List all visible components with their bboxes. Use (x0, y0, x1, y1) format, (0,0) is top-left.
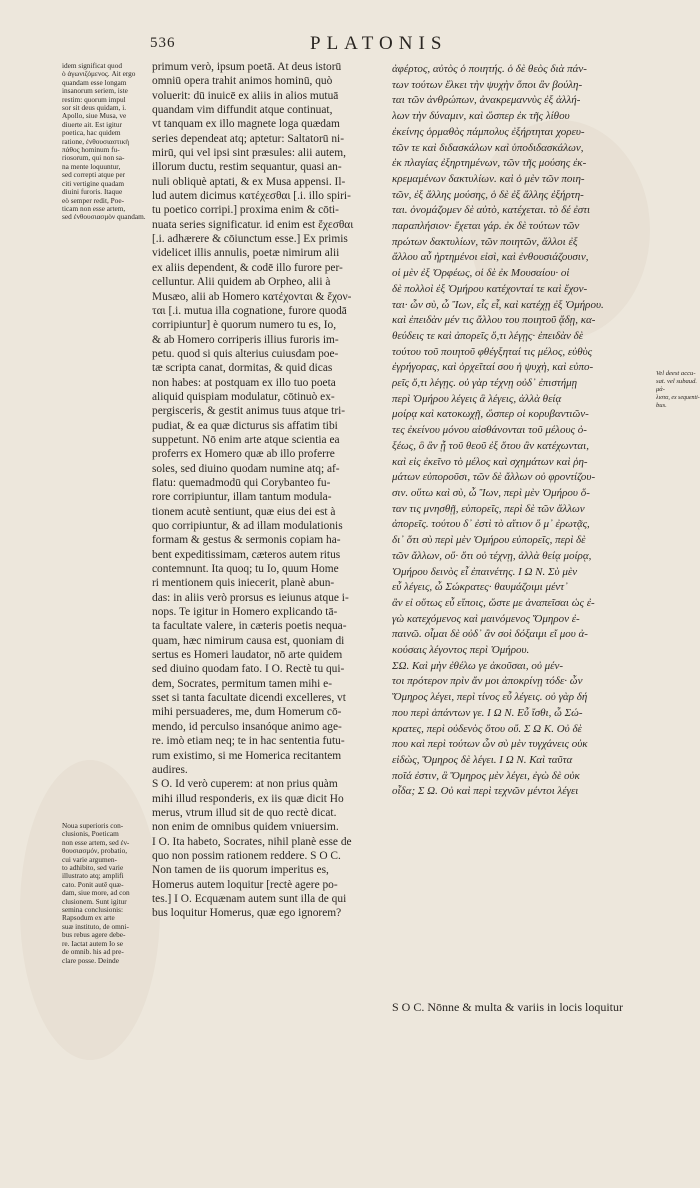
greek-text-line: λων τὴν δύναμιν, καὶ ὥσπερ ἐκ τῆς λίθου (392, 110, 570, 123)
margin-note-line: suæ instituto, de omni- (62, 921, 129, 931)
margin-note-line: ratione, ἐνθουσιαστικὴ (62, 136, 130, 146)
greek-text-line: τῶν ἄλλων, οὔ· ὅτι οὐ τέχνῃ, ἀλλὰ θείᾳ μοίρᾳ, (392, 549, 592, 562)
greek-text-line: Ὁμήρου δεινὸς εἶ ἐπαινέτης. Ι Ω Ν. Σὺ μὲν (392, 565, 578, 578)
latin-text-line: tes.] I O. Ecquænam autem sunt illa de qui (152, 892, 347, 905)
margin-note-line: riosorum, qui non sa- (62, 153, 125, 163)
margin-note-line: μά- (656, 386, 665, 393)
latin-text-line: proferrs ex Homero quæ ab illo proferre (152, 448, 335, 461)
latin-text-line: S O. Id verò cuperem: at non prius quàm (152, 778, 338, 791)
greek-text-line: παινῶ. οἶμαι δὲ οὐδ᾽ ἂν σοὶ δόξαιμι εἴ μου ἀ- (392, 628, 588, 641)
latin-text-line: celluntur. Alii quidem ab Orpheo, alii à (152, 276, 331, 289)
greek-text-line: ποῖά ἐστιν, ἃ Ὅμηρος μὲν λέγει, ἐγὼ δὲ οὐκ (392, 769, 580, 782)
latin-text-line: ri mentionem quis iniecerit, planè abun- (152, 577, 335, 590)
closing-line (392, 1000, 654, 1016)
greek-text-line: τούτου τοῦ ποιητοῦ φθέγξηταί τις μέλος, εὐθὺς (392, 345, 593, 358)
latin-text-line: ta facultate valere, in cæteris poetis nequa- (152, 620, 347, 633)
greek-text-line: που καὶ περὶ τούτων ὧν σὺ μὲν τυγχάνεις οὐκ (392, 738, 588, 751)
running-head: PLATONIS (310, 33, 448, 54)
latin-text-line: I O. Ita habeto, Socrates, nihil planè esse de (152, 835, 352, 848)
latin-text-line: suppetunt. Nō enim arte atque scientia ea (152, 433, 340, 446)
latin-text-line: bent expeditissimam, cæteros autem ritus (152, 548, 341, 561)
latin-text-line: nuata series significatur. id enim est ἔχεσθαι (152, 218, 354, 231)
greek-text-line: οἱ μὲν ἐξ Ὀρφέως, οἱ δὲ ἐκ Μουσαίου· οἱ (392, 267, 570, 280)
latin-text-line: quo corripiuntur, & ad illam modulationis (152, 520, 343, 532)
latin-text-line: series dependeat atq; aptetur: Saltatorū ni- (152, 132, 344, 145)
latin-text-line: bus loquitur Homerus, quæ ego ignorem? (152, 907, 342, 920)
greek-text-line: εὖ λέγεις, ὦ Σώκρατες· θαυμάζοιμι μέντ᾽ (392, 581, 568, 594)
latin-text-line: quam, hæc nimirum causa est, quoniam di (152, 634, 345, 647)
latin-text-line: voluerit: dū inuicē ex aliis in alios mutuā (152, 89, 339, 102)
latin-text-line: Musæo, alii ab Homero κατέχονται & ἔχον- (152, 290, 352, 303)
margin-note-line: clusionis, Poeticam (62, 829, 119, 839)
latin-text-line: ται [.i. mutua illa cognatione, furore quodā (152, 304, 347, 317)
latin-text-line: sed diuino quodam fato. I O. Rectè tu qui- (152, 663, 345, 676)
greek-text-line: καὶ ἐπειδὰν μέν τις ἄλλου του ποιητοῦ ᾄδῃ, κα- (392, 314, 596, 327)
page-header (150, 35, 650, 59)
greek-text-line: ται. ὀνομάζομεν δὲ αὐτὸ, κατέχεται. τὸ δέ ἐστι (392, 204, 591, 217)
greek-text-line: καὶ εἰς ἐκεῖνο τὸ μέλος καὶ σχημάτων καὶ ῥη- (392, 455, 588, 468)
margin-note-line: insanorum seriem, iste (62, 86, 128, 96)
margin-note-line: restim: quorum impul (62, 94, 126, 104)
latin-text-line: quo non possim rationem reddere. S O C. (152, 849, 341, 862)
latin-text-line: formam & gestus & sermonis copiam ha- (152, 534, 341, 547)
margin-note-line: poetica, hac quidem (62, 128, 121, 138)
latin-text-line: flatu: quemadmodū qui Corybanteo fu- (152, 476, 331, 489)
greek-text-line: των τούτων ἕλκει τὴν ψυχὴν ὅποι ἂν βούλη- (392, 78, 583, 91)
latin-text-line: pergisceris, & gestit animus tuus atque tri- (152, 405, 346, 418)
latin-text-line: non enim de omnibus quidem vniuersim. (152, 821, 339, 834)
margin-note-line: λιστα, ex sequenti- (656, 394, 700, 401)
latin-text-line: lud autem dicimus κατέχεσθαι [.i. illo spiri- (152, 190, 351, 203)
latin-text-line: Homerus autem loquitur [rectè agere po- (152, 878, 338, 891)
latin-text-line: pudiat, & ea quæ dicturus sis affatim tibi (152, 419, 338, 432)
greek-text-line: ἐκ πλαγίας ἐξηρτημένων, τῶν τῆς μούσης ἐκ- (392, 157, 587, 170)
greek-text-line: ται τῶν ἀνθρώπων, ἀνακρεμαννὺς ἐξ ἀλλή- (392, 94, 581, 107)
latin-text-line: & ab Homero corriperis illius furoris im- (152, 333, 339, 346)
margin-note-line: cui varie argumen- (62, 854, 117, 864)
latin-text-line: illorum ductu, restim sequantur, quasi an- (152, 161, 342, 174)
page-number: 536 (150, 35, 176, 51)
greek-text-line: τοι πρότερον πρὶν ἄν μοι ἀποκρίνῃ τόδε· ὧν (392, 675, 583, 688)
margin-note-line: dam, siue more, ad con (62, 888, 130, 898)
greek-text-line: ἄλλου αὖ ἠρτημένοι εἰσὶ, καὶ ἐνθουσιάζουσιν, (392, 251, 589, 264)
greek-text-line: θεύδεις τε καὶ ἀπορεῖς ὅ,τι λέγῃς· ἐπειδὰν δὲ (392, 329, 584, 342)
greek-text-line: ἐκείνης ὁρμαθὸς πάμπολυς ἐξήρτηται χορευ- (392, 125, 585, 138)
greek-text-line: γὼ κατεχόμενος καὶ μαινόμενος Ὅμηρον ἐ- (392, 612, 580, 625)
latin-text-line: tionem acutè sentiunt, quæ eius dei est à (152, 505, 336, 518)
greek-text-line: τῶν τε καὶ διδασκάλων καὶ ὑποδιδασκάλων, (392, 141, 584, 154)
latin-text-line: sertus es Homeri laudator, nō arte quidem (152, 649, 343, 662)
greek-text-line: ξέως, ὃ ἂν ᾖ τοῦ θεοῦ ἐξ ὅτου ἂν κατέχωνται, (392, 439, 589, 452)
greek-text-line: οἶδα; Σ Ω. Οὐ καὶ περὶ τεχνῶν μέντοι λέγει (392, 785, 579, 798)
greek-text-line: ταν τις μνησθῇ, εὐπορεῖς, περὶ δὲ τῶν ἄλλων (392, 502, 585, 515)
margin-note-line: re. Iactat autem Io se (62, 938, 123, 948)
margin-note-line: clare posse. Deinde (62, 955, 119, 965)
margin-note-line: Apollo, siue Musa, ve (62, 111, 127, 121)
latin-text-line: petu. quod si quis alterius cuiusdam poe- (152, 347, 339, 360)
margin-note-line: Rapsodum ex arte (62, 913, 115, 923)
latin-text-line: Non tamen de iis quorum imperitus es, (152, 864, 329, 877)
latin-text-line: primum verò, ipsum poetā. At deus istorū (152, 61, 342, 73)
latin-text-line: [.i. adhærere & cōiunctum esse.] Ex primis (152, 233, 348, 246)
margin-note-line: diuerte ait. Est igitur (62, 119, 122, 129)
margin-note-line: ὁ ἀγωνιζόμενος. Ait ergo (62, 69, 136, 79)
latin-text-line: mihi illud responderis, ex iis quæ dicit Ho (152, 792, 344, 805)
margin-note-line: clusionem. Sunt igitur (62, 896, 127, 906)
margin-note-line: non esse artem, sed ἐν- (62, 837, 130, 847)
greek-text-line: δὲ πολλοὶ ἐξ Ὁμήρου κατέχονταί τε καὶ ἔχον- (392, 282, 588, 295)
latin-text-line: nuli obliquè aptati, & ex Musa appensi. Il- (152, 175, 346, 188)
latin-text-line: mirū, qui vel ipsi sint præsules: alii autem, (152, 147, 346, 160)
greek-text-line: κούσαις λέγοντος περὶ Ὁμήρου. (392, 644, 530, 657)
latin-text-line: quandam vim diffundit atque continuat, (152, 104, 333, 117)
margin-note-line: cato. Ponit autē quæ- (62, 879, 124, 889)
greek-text-line: περὶ Ὁμήρου λέγεις ἃ λέγεις, ἀλλὰ θείᾳ (392, 392, 562, 405)
latin-text-line: omniū opera trahit animos hominū, quò (152, 75, 333, 88)
greek-text-line: που περὶ ἁπάντων γε. Ι Ω Ν. Εὖ ἴσθι, ὦ Σώ- (392, 706, 583, 719)
latin-text-line: mendo, id perculso insanóque animo age- (152, 720, 342, 733)
margin-note-line: eò semper redit, Poe- (62, 195, 125, 205)
greek-text-line: κρεμαμένων δακτυλίων. καὶ ὁ μὲν τῶν ποιη- (392, 172, 585, 185)
latin-translation-column (152, 60, 377, 921)
margin-note-line: sat. vel subaud. (656, 378, 698, 385)
greek-text-line: κρατες, περὶ οὐδενὸς ὅτου οὔ. Σ Ω Κ. Οὐ δὲ (392, 722, 582, 735)
greek-text-line: ΣΩ. Καὶ μὴν ἐθέλω γε ἀκοῦσαι, οὐ μέν- (392, 659, 564, 672)
greek-text-line: δι᾽ ὅτι σὺ περὶ μὲν Ὁμήρου εὐπορεῖς, περὶ δὲ (392, 534, 586, 547)
margin-note-line: quandam esse longam (62, 77, 127, 87)
latin-text-line: re. imò etiam neq; te in hac sententia futu- (152, 735, 345, 748)
latin-text-line: rum existimo, si me Homerica recitantem (152, 749, 342, 762)
margin-note-line: bus. (656, 402, 667, 409)
latin-text-line: aliquid quispiam modulatur, cōtinuò ex- (152, 390, 335, 403)
latin-text-line: merus, vtrum illud sit de quo rectè dicat. (152, 806, 337, 819)
margin-note-line: illustrato atq; amplifi (62, 871, 124, 881)
greek-text-line: πρώτων δακτυλίων, τῶν ποιητῶν, ἄλλοι ἐξ (392, 235, 578, 248)
latin-text-line: sset si tanta facultate dicendi excelleres, vt (152, 692, 346, 705)
margin-note-right (656, 370, 700, 410)
greek-text-line: Ὅμηρος λέγει, περὶ τίνος εὖ λέγεις. οὐ γὰρ δή (392, 691, 588, 704)
latin-text-line: vt tanquam ex illo magnete loga quædam (152, 118, 340, 131)
margin-note-line: Noua superioris con- (62, 822, 124, 830)
latin-text-line: das: in aliis verò prorsus es ieiunus atque i- (152, 591, 349, 604)
latin-text-line: tæ scripta canat, dormitas, & quid dicas (152, 362, 333, 375)
greek-text-line: παραπλήσιον· ἔχεται γάρ. ἐκ δὲ τούτων τῶν (392, 220, 580, 233)
latin-text-line: rore corripiuntur, illam tantum modula- (152, 491, 332, 504)
margin-note-line: ticam non esse artem, (62, 203, 126, 213)
latin-text-line: soles, sed diuino quodam numine atq; af- (152, 462, 340, 475)
latin-text-line: dem, Socrates, permitum tamen mihi e- (152, 677, 332, 690)
greek-text-line: ἀπορεῖς. τούτου δ᾽ ἐστὶ τὸ αἴτιον ὅ μ᾽ ἐρωτᾷς, (392, 518, 590, 531)
margin-note-line: πάθος hominum fu- (62, 145, 120, 155)
margin-note-line: θουσιασμόν, probatio, (62, 846, 128, 856)
closing-line-text: S O C. Nōnne & multa & variis in locis loquitur (392, 1000, 623, 1014)
greek-text-line: τῶν, ἐξ ἄλλης μούσης, ὁ δὲ ἐξ ἄλλης ἐξήρτη- (392, 188, 584, 201)
greek-text-line: τες ἐκείνου μόνου αἰσθάνονται τοῦ μέλους ὀ- (392, 424, 587, 437)
latin-text-line: contemnunt. Ita quoq; tu Io, quum Home (152, 563, 339, 576)
margin-note-line: diuini furoris. Itaque (62, 187, 123, 197)
greek-text-line: μάτων εὐποροῦσι, τῶν δὲ ἄλλων οὐ φροντίζου- (392, 471, 596, 484)
greek-text-line: ἀφέρτος, αὐτὸς ὁ ποιητής. ὁ δὲ θεὸς διὰ πάν- (392, 63, 587, 75)
margin-note-line: sed ἐνθουσιασμὸν quandam. (62, 212, 146, 222)
latin-text-line: ex aliis dependent, & codē illo furore per- (152, 261, 343, 274)
margin-note-line: citi vertigine quadam (62, 178, 125, 188)
margin-note-line: na mente loquuntur, (62, 161, 121, 171)
greek-text-line: ἂν εἰ οὕτως εὖ εἴποις, ὥστε με ἀναπεῖσαι ὡς ἐ- (392, 596, 595, 609)
latin-text-line: non habes: at postquam ex illo tuo poeta (152, 376, 336, 389)
margin-note-line: idem significat quod (62, 62, 122, 70)
margin-note-line: to adhibito, sed varie (62, 863, 124, 873)
margin-note-line: sor sit deus quidam, i. (62, 103, 127, 113)
greek-text-line: μοίρᾳ καὶ κατοκωχῇ, ὥσπερ οἱ κορυβαντιῶν- (392, 408, 589, 421)
greek-text-line: εἰδὼς, Ὅμηρος δὲ λέγει. Ι Ω Ν. Καὶ ταῦτα (392, 753, 573, 766)
latin-text-line: mihi persuaderes, me, dum Homerum cō- (152, 706, 342, 719)
latin-text-line: nops. Te igitur in Homero explicando tā- (152, 606, 338, 619)
greek-text-column (392, 62, 654, 800)
margin-notes-top (62, 62, 152, 222)
greek-text-line: σιν. οὕτω καὶ σὺ, ὦ Ἴων, περὶ μὲν Ὁμήρου ὅ- (392, 486, 590, 499)
latin-text-line: audires. (152, 763, 188, 776)
margin-note-line: sed correpti atque per (62, 170, 126, 180)
margin-notes-bottom (62, 822, 152, 965)
margin-note-line: bus rebus agere debe- (62, 930, 126, 940)
latin-text-line: corripiuntur] è quorum numero tu es, Io, (152, 319, 337, 332)
latin-text-line: tu poetico corripi.] proxima enim & cōti- (152, 204, 339, 217)
margin-note-line: Vel deest accu- (656, 370, 696, 377)
margin-note-line: de omnib. his ad pre- (62, 947, 124, 957)
latin-text-line: videlicet illis annulis, poetæ nimirum alii (152, 247, 340, 260)
margin-note-line: semina conclusionis: (62, 905, 124, 915)
greek-text-line: ἐγρήγορας, καὶ ὀρχεῖταί σου ἡ ψυχὴ, καὶ εὐπο- (392, 361, 594, 374)
greek-text-line: ρεῖς ὅ,τι λέγῃς. οὐ γὰρ τέχνῃ οὐδ᾽ ἐπιστήμῃ (392, 377, 578, 390)
greek-text-line: ται· ὧν σὺ, ὦ Ἴων, εἷς εἶ, καὶ κατέχῃ ἐξ Ὁμήρου. (392, 298, 604, 311)
